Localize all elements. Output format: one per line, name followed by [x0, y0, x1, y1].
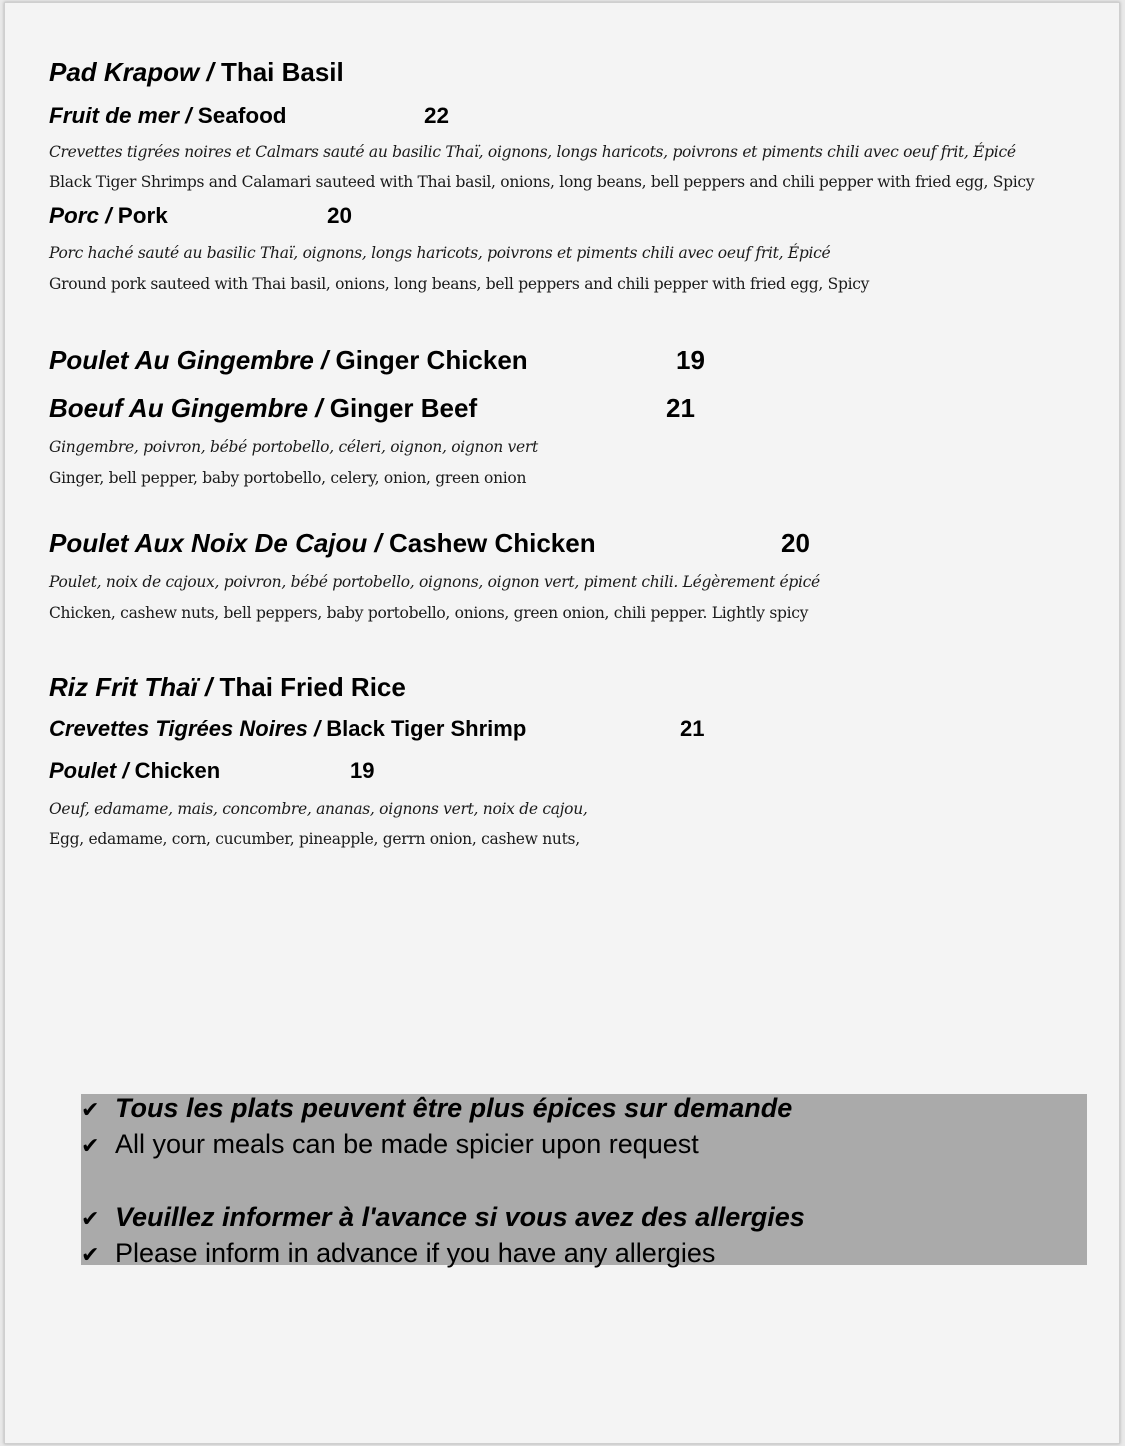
- shrimp-rice-name-fr: Crevettes Tigrées Noires /: [49, 716, 321, 741]
- fried-rice-desc-en: Egg, edamame, corn, cucumber, pineapple, gerrn onion, cashew nuts,: [49, 830, 580, 848]
- note-allergy-fr-text: Veuillez informer à l'avance si vous avez des allergies: [115, 1202, 805, 1232]
- note-spicy-en: [81, 1131, 699, 1158]
- fried-rice-desc-fr: Oeuf, edamame, mais, concombre, ananas, oignons vert, noix de cajou,: [49, 800, 588, 818]
- seafood-name-fr: Fruit de mer /: [49, 103, 192, 128]
- cashew-desc-en: Chicken, cashew nuts, bell peppers, baby portobello, onions, green onion, chili pepper. Lightly spicy: [49, 604, 809, 622]
- cashew-chicken-name-en: Cashew Chicken: [388, 528, 596, 558]
- cashew-chicken-price: 20: [781, 528, 810, 558]
- seafood-desc-fr: Crevettes tigrées noires et Calmars sauté au basilic Thaï, oignons, longs haricots, poivrons et piments chili avec oeuf frit, Épicé: [49, 143, 1016, 161]
- note-allergy-en: [81, 1240, 715, 1267]
- pork-desc-fr: Porc haché sauté au basilic Thaï, oignons, longs haricots, poivrons et piments chili avec oeuf frit, Épicé: [49, 244, 831, 262]
- check-icon: ✔: [81, 1207, 100, 1232]
- check-icon: ✔: [81, 1098, 100, 1123]
- ginger-chicken-name-en: Ginger Chicken: [335, 345, 528, 375]
- fried-rice-title-fr: Riz Frit Thaï /: [49, 672, 213, 702]
- ginger-beef-name-fr: Boeuf Au Gingembre /: [49, 393, 323, 423]
- seafood-price: 22: [424, 103, 450, 128]
- cashew-chicken-item: [49, 530, 596, 556]
- chicken-rice-price: 19: [350, 758, 375, 783]
- ginger-chicken-name-fr: Poulet Au Gingembre /: [49, 345, 329, 375]
- pad-krapow-title-fr: Pad Krapow /: [49, 57, 214, 87]
- shrimp-rice-item: [49, 718, 526, 740]
- chicken-rice-item: [49, 760, 220, 782]
- ginger-desc-en: Ginger, bell pepper, baby portobello, celery, onion, green onion: [49, 469, 527, 487]
- cashew-chicken-name-fr: Poulet Aux Noix De Cajou /: [49, 528, 382, 558]
- pork-name-fr: Porc /: [49, 203, 112, 228]
- menu-page: [4, 2, 1120, 1444]
- fried-rice-heading: [49, 674, 406, 700]
- ginger-beef-item: [49, 395, 477, 421]
- cashew-desc-fr: Poulet, noix de cajoux, poivron, bébé portobello, oignons, oignon vert, piment chili. Légèrement épicé: [49, 573, 820, 591]
- ginger-beef-name-en: Ginger Beef: [329, 393, 478, 423]
- ginger-desc-fr: Gingembre, poivron, bébé portobello, céleri, oignon, oignon vert: [49, 438, 538, 456]
- pad-krapow-title-en: Thai Basil: [220, 57, 344, 87]
- note-allergy-fr: [81, 1204, 805, 1231]
- note-allergy-en-text: Please inform in advance if you have any allergies: [115, 1238, 716, 1268]
- note-spicy-fr-text: Tous les plats peuvent être plus épices sur demande: [115, 1093, 793, 1123]
- ginger-chicken-item: [49, 347, 528, 373]
- check-icon: ✔: [81, 1243, 100, 1268]
- ginger-beef-price: 21: [666, 393, 695, 423]
- seafood-desc-en: Black Tiger Shrimps and Calamari sauteed with Thai basil, onions, long beans, bell peppers and chili pepper with fried egg, Spicy: [49, 173, 1035, 191]
- shrimp-rice-price: 21: [680, 716, 705, 741]
- notes-box: [81, 1093, 1087, 1268]
- shrimp-rice-name-en: Black Tiger Shrimp: [326, 716, 527, 741]
- pork-item: [49, 205, 168, 228]
- seafood-item: [49, 105, 287, 128]
- note-spicy-fr: [81, 1095, 792, 1122]
- seafood-name-en: Seafood: [197, 103, 287, 128]
- chicken-rice-name-en: Chicken: [134, 758, 221, 783]
- ginger-chicken-price: 19: [676, 345, 705, 375]
- pork-name-en: Pork: [117, 203, 168, 228]
- fried-rice-title-en: Thai Fried Rice: [219, 672, 406, 702]
- check-icon: ✔: [81, 1134, 100, 1159]
- pad-krapow-heading: [49, 59, 344, 85]
- pork-price: 20: [327, 203, 353, 228]
- note-spicy-en-text: All your meals can be made spicier upon request: [115, 1129, 699, 1159]
- chicken-rice-name-fr: Poulet /: [49, 758, 129, 783]
- pork-desc-en: Ground pork sauteed with Thai basil, onions, long beans, bell peppers and chili pepper with fried egg, Spicy: [49, 275, 870, 293]
